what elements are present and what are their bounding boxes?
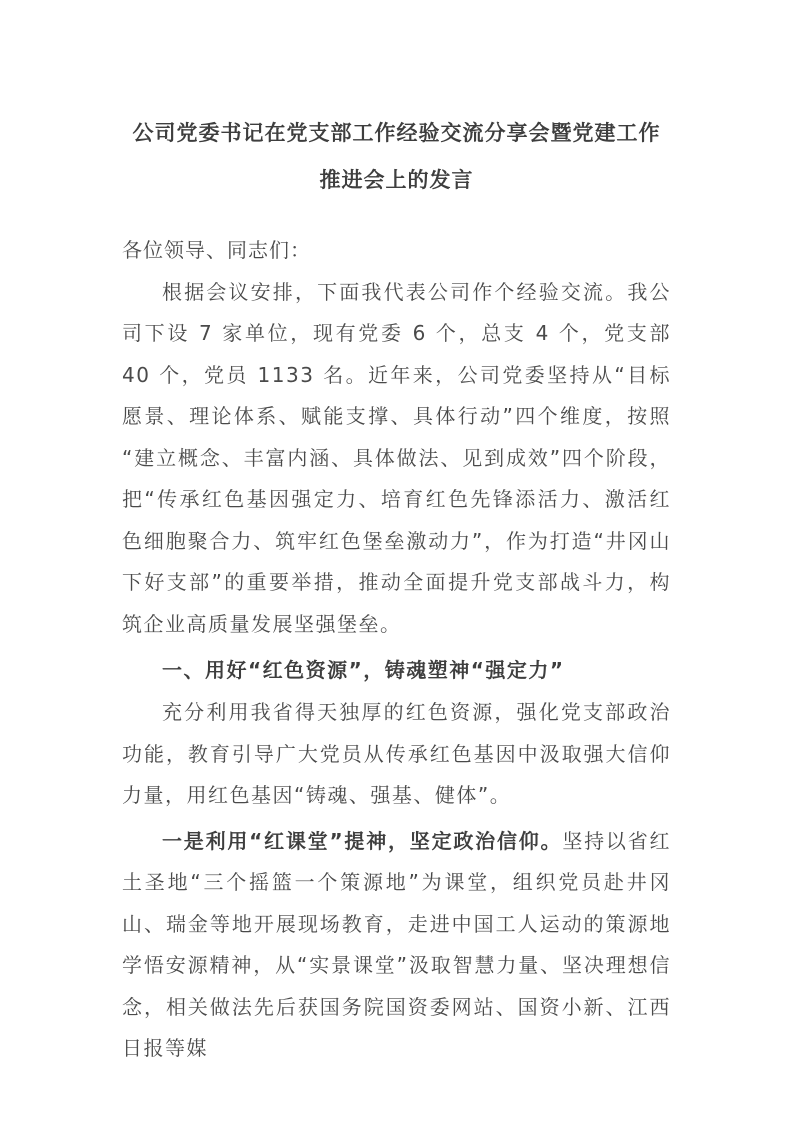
intro-paragraph: 根据会议安排，下面我代表公司作个经验交流。我公司下设 7 家单位，现有党委 6 个，总支 4 个，党支部 40 个，党员 1133 名。近年来，公司党委坚持从“目标愿景、理论体系、赋能支撑、具体行动”四个维度，按照“建立概念、丰富内涵、具体做法、见到成效”四个阶段，把“传承红色基因强定力、培育红色先锋添活力、激活红色细胞聚合力、筑牢红色堡垒激动力”，作为打造“井冈山下好支部”的重要举措，推动全面提升党支部战斗力，构筑企业高质量发展坚强堡垒。 [122,279,671,636]
section-1-point-1-body: 坚持以省红土圣地“三个摇篮一个策源地”为课堂，组织党员赴井冈山、瑞金等地开展现场教育，走进中国工人运动的策源地学悟安源精神，从“实景课堂”汲取智慧力量、坚决理想信念，相关做法先后获国务院国资委网站、国资小新、江西日报等媒 [122,828,671,1060]
salutation-line: 各位领导、同志们： [122,238,311,262]
section-1-point-1-lead: 一是利用“红课堂”提神，坚定政治信仰。 [162,828,563,853]
section-1-point-1-paragraph [122,821,671,1070]
document-title: 公司党委书记在党支部工作经验交流分享会暨党建工作推进会上的发言 [132,121,661,192]
section-1-heading: 一、用好“红色资源”，铸魂塑神“强定力” [162,658,565,682]
section-1-intro-paragraph: 充分利用我省得天独厚的红色资源，强化党支部政治功能，教育引导广大党员从传承红色基因中汲取强大信仰力量，用红色基因“铸魂、强基、健体”。 [122,700,671,807]
